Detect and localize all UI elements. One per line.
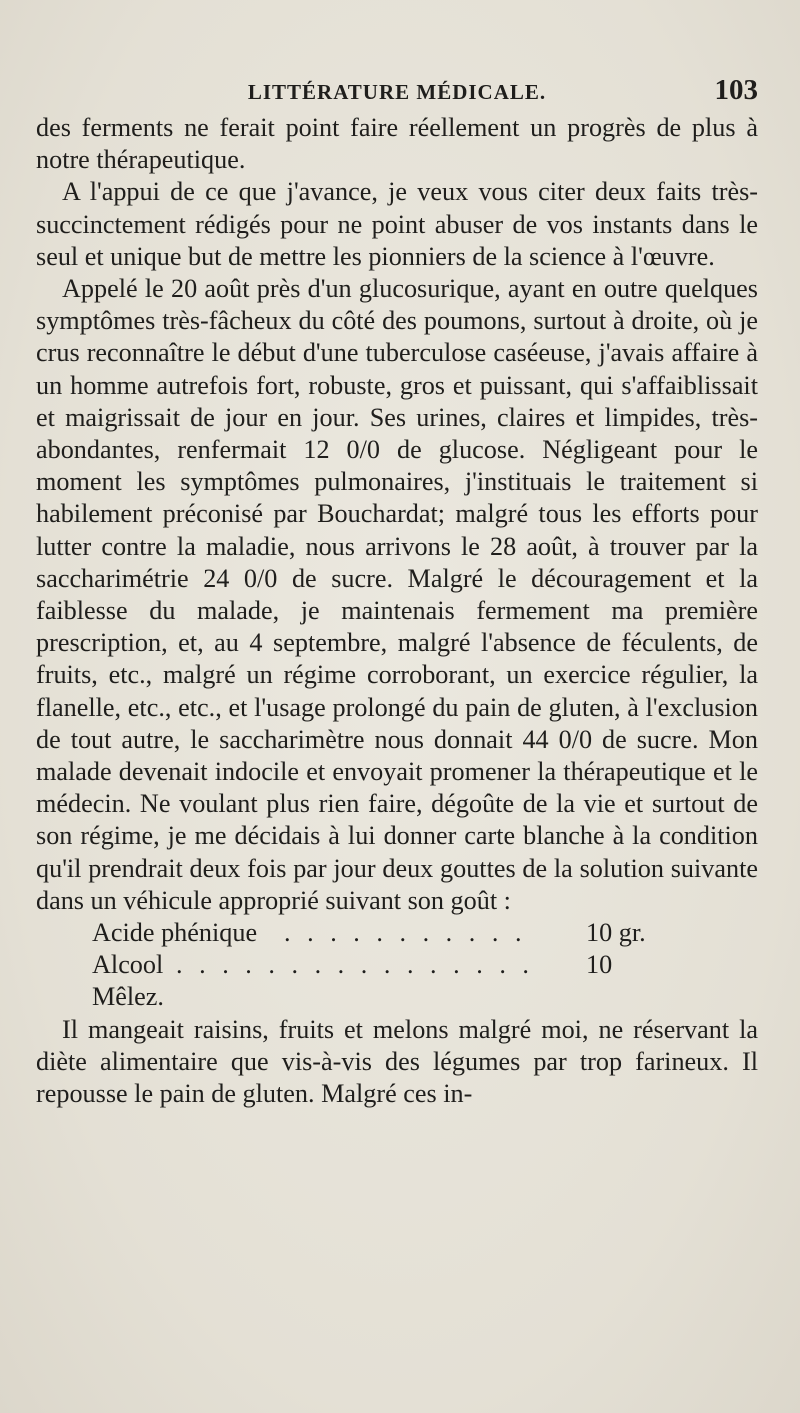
ingredient-name: Acide phénique: [92, 918, 258, 948]
running-title: LITTÉRATURE MÉDICALE.: [247, 80, 547, 104]
paragraph-appui: A l'appui de ce que j'avance, je veux vous citer deux faits très-succinctement rédigés pour ne point abuser de vos instants dans le seul et unique but de mettre les pionniers de la science à l'œuvre.: [36, 177, 758, 271]
body-text: [36, 112, 758, 1110]
dot-leader: . . . . . . . . . . . . . . . .: [176, 950, 534, 980]
prescription-closing: Mêlez.: [92, 982, 164, 1012]
prescription-line: [92, 949, 652, 981]
page-number: 103: [714, 74, 758, 106]
paragraph-final: Il mangeait raisins, fruits et melons malgré moi, ne réservant la diète alimentaire que vis-à-vis des légumes par trop farineux. Il repousse le pain de gluten. Malgré ces in-: [36, 1014, 758, 1109]
ingredient-quantity: 10: [586, 950, 613, 980]
paragraph-case-report: Appelé le 20 août près d'un glucosurique, ayant en outre quelques symptômes très-fâcheux du côté des poumons, surtout à droite, où je crus reconnaître le début d'une tuberculose caséeuse, j'avais affaire à un homme autrefois fort, robuste, gros et puissant, qui s'affaiblissait et maigrissait de jour en jour. Ses urines, claires et limpides, très-abondantes, renfermait 12 0/0 de glucose. Négligeant pour le moment les symptômes pulmonaires, j'instituais le traitement si habilement préconisé par Bouchardat; malgré tous les efforts pour lutter contre la maladie, nous arrivons le 28 août, à trouver par la saccharimétrie 24 0/0 de sucre. Malgré le découragement et la faiblesse du malade, je maintenais fermement ma première prescription, et, au 4 septembre, malgré l'absence de féculents, de fruits, etc., malgré un régime corroborant, un exercice régulier, la flanelle, etc., etc., et l'usage prolongé du pain de gluten, à l'exclusion de tout autre, le saccharimètre nous donnait 44 0/0 de sucre. Mon malade devenait indocile et envoyait promener la thérapeutique et le médecin. Ne voulant plus rien faire, dégoûte de la vie et surtout de son régime, je me décidais à lui donner carte blanche à la condition qu'il prendrait deux fois par jour deux gouttes de la solution suivante dans un véhicule approprié suivant son goût :: [36, 274, 758, 915]
prescription-line: [92, 917, 652, 949]
ingredient-quantity: 10 gr.: [586, 918, 646, 948]
running-head: [36, 74, 758, 110]
prescription-block: [36, 917, 758, 1014]
dot-leader: . . . . . . . . . . .: [284, 918, 527, 948]
ingredient-name: Alcool: [92, 950, 164, 980]
paragraph-continuation: des ferments ne ferait point faire réellement un progrès de plus à notre thérapeutique.: [36, 113, 758, 175]
